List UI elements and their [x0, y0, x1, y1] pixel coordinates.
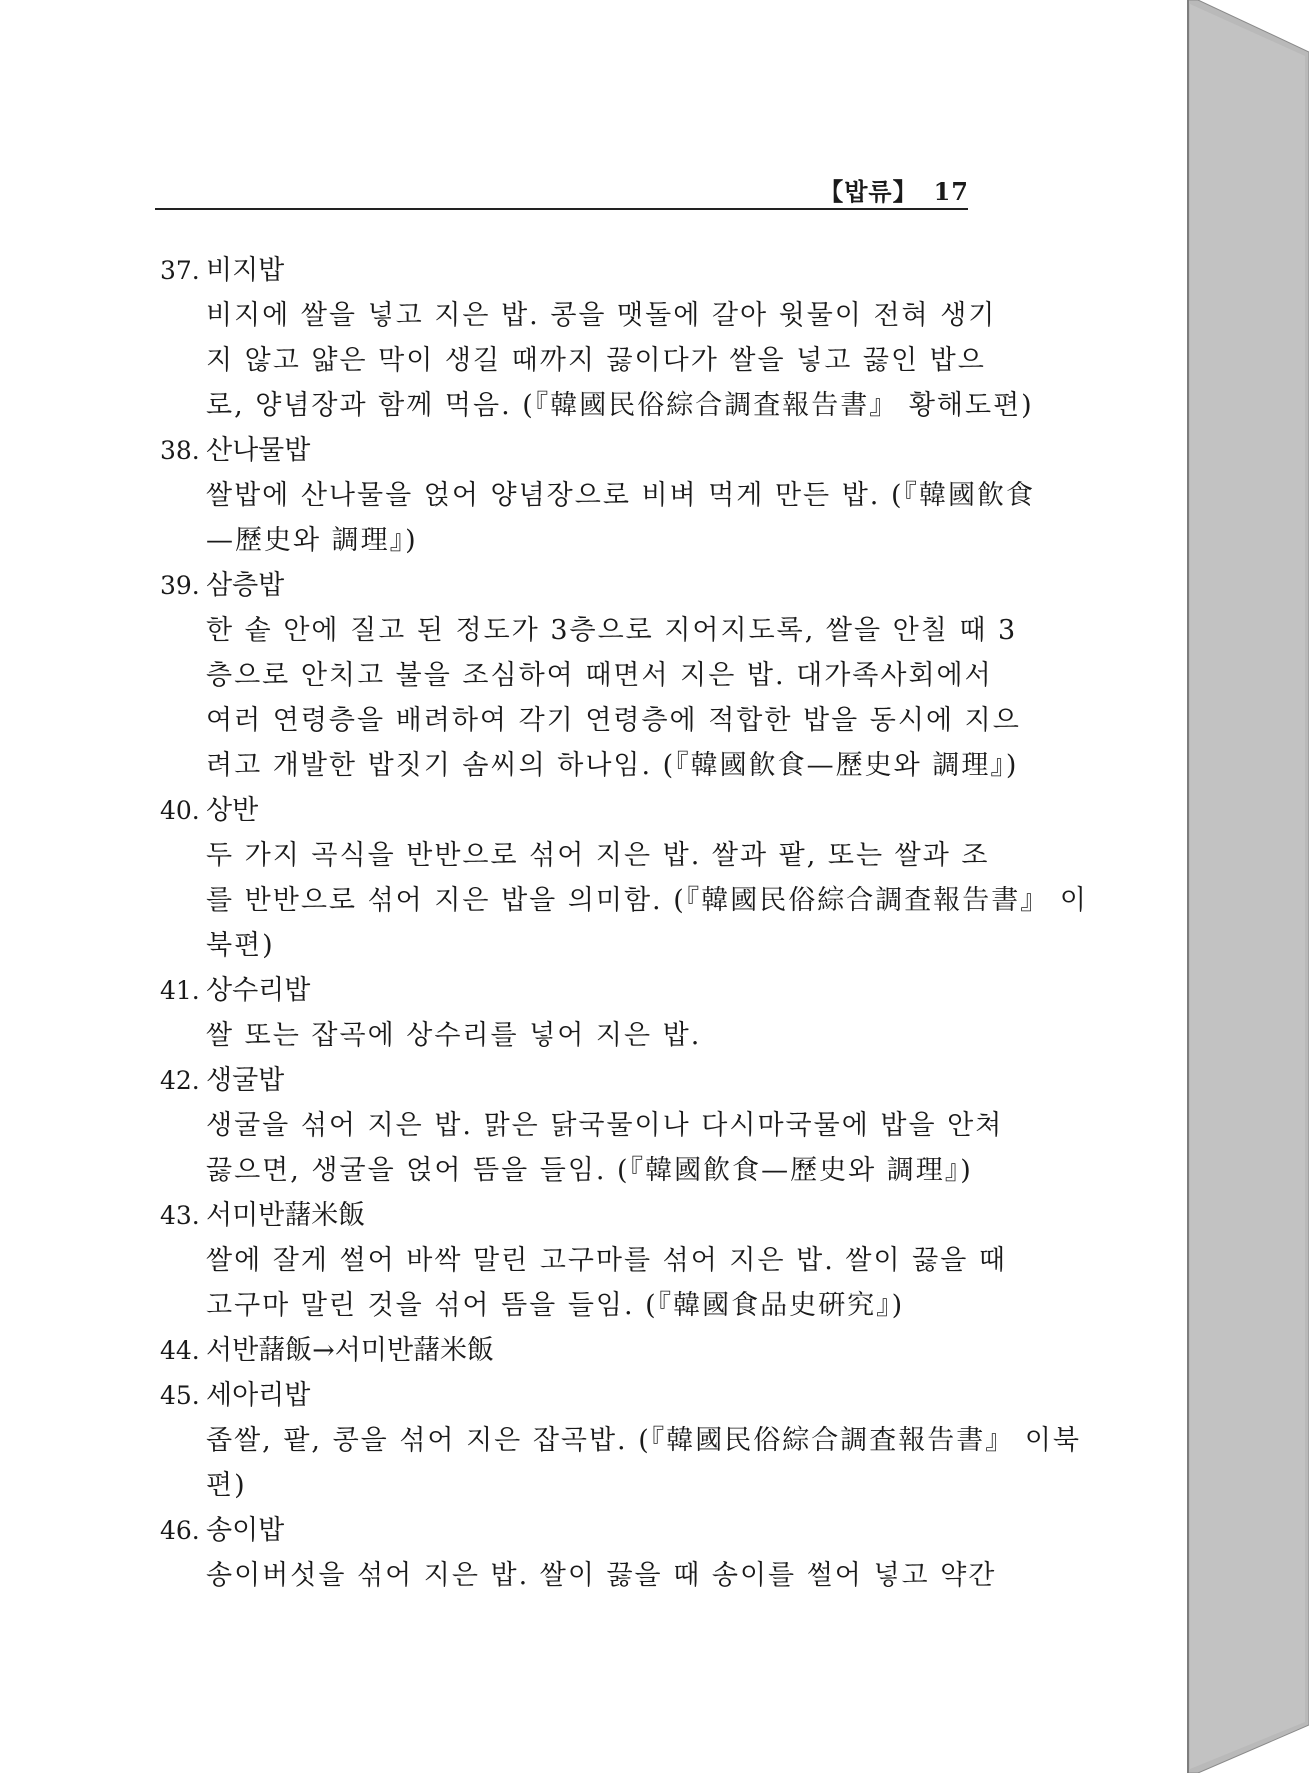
entry-title — [160, 968, 970, 1013]
description-line: 여러 연령층을 배려하여 각기 연령층에 적합한 밥을 동시에 지으 — [206, 705, 1021, 736]
description-line: 쌀 또는 잡곡에 상수리를 넣어 지은 밥. — [206, 1020, 702, 1051]
description-line: 생굴을 섞어 지은 밥. 맑은 닭국물이나 다시마국물에 밥을 안쳐 — [206, 1110, 1004, 1141]
entry-title — [160, 428, 970, 473]
entry-number: 45. — [160, 1381, 200, 1410]
entry — [160, 428, 1035, 563]
entry-heading: 생굴밥 — [206, 1065, 285, 1096]
entry-description — [206, 1103, 1004, 1193]
entry-description — [206, 833, 1088, 968]
entry-heading: 상수리밥 — [206, 975, 311, 1006]
description-line: 송이버섯을 섞어 지은 밥. 쌀이 끓을 때 송이를 썰어 넣고 약간 — [206, 1560, 997, 1591]
entry-description — [206, 1013, 970, 1058]
description-line: 지 않고 얇은 막이 생길 때까지 끓이다가 쌀을 넣고 끓인 밥으 — [206, 345, 986, 376]
running-head — [819, 172, 969, 207]
entry-number: 39. — [160, 571, 200, 600]
description-line: 려고 개발한 밥짓기 솜씨의 하나임. (『韓國飮食—歷史와 調理』) — [206, 750, 1019, 781]
entry-description — [206, 1553, 997, 1598]
entry — [160, 1328, 970, 1373]
entry-title — [160, 788, 970, 833]
section-label: 【밥류】 — [819, 177, 918, 206]
entry-number: 37. — [160, 256, 200, 285]
entry-heading: 상반 — [206, 795, 259, 826]
entry — [160, 1508, 997, 1598]
description-line: 고구마 말린 것을 섞어 뜸을 들임. (『韓國食品史硏究』) — [206, 1290, 905, 1321]
description-line: 쌀밥에 산나물을 얹어 양념장으로 비벼 먹게 만든 밥. (『韓國飮食 — [206, 480, 1035, 511]
description-line: 좁쌀, 팥, 콩을 섞어 지은 잡곡밥. (『韓國民俗綜合調査報告書』 이북 — [206, 1425, 1082, 1456]
entry-title — [160, 1508, 970, 1553]
entry-description — [206, 1418, 1082, 1508]
entry-number: 44. — [160, 1336, 200, 1365]
entry-title — [160, 1328, 970, 1373]
entry-number: 42. — [160, 1066, 200, 1095]
entry — [160, 248, 1034, 428]
entry-title — [160, 1373, 970, 1418]
entry-description — [206, 473, 1035, 563]
entry-title — [160, 563, 970, 608]
entry-title — [160, 1058, 970, 1103]
entry-description — [206, 1238, 1007, 1328]
entry-description — [206, 608, 1021, 788]
description-line: 층으로 안치고 불을 조심하여 때면서 지은 밥. 대가족사회에서 — [206, 660, 993, 691]
entry-heading: 세아리밥 — [206, 1380, 311, 1411]
entry-description — [206, 293, 1034, 428]
entry — [160, 563, 1021, 788]
entry-number: 46. — [160, 1516, 200, 1545]
description-line: 쌀에 잘게 썰어 바싹 말린 고구마를 섞어 지은 밥. 쌀이 끓을 때 — [206, 1245, 1007, 1276]
description-line: 를 반반으로 섞어 지은 밥을 의미함. (『韓國民俗綜合調査報告書』 이 — [206, 885, 1088, 916]
description-line: 비지에 쌀을 넣고 지은 밥. 콩을 맷돌에 갈아 윗물이 전혀 생기 — [206, 300, 997, 331]
entry — [160, 788, 1088, 968]
entry — [160, 1193, 1007, 1328]
entry-heading: 삼층밥 — [206, 570, 285, 601]
entry-title — [160, 1193, 970, 1238]
entry-heading: 산나물밥 — [206, 435, 311, 466]
entry-heading: 서미반藷米飯 — [206, 1200, 366, 1231]
description-line: 한 솥 안에 질고 된 정도가 3층으로 지어지도록, 쌀을 안칠 때 3 — [206, 615, 1018, 646]
entry — [160, 968, 970, 1058]
description-line: —歷史와 調理』) — [206, 525, 418, 556]
entry — [160, 1373, 1082, 1508]
entry-title — [160, 248, 970, 293]
entry-number: 40. — [160, 796, 200, 825]
entry-number: 43. — [160, 1201, 200, 1230]
page-number: 17 — [933, 177, 969, 206]
entry-heading: 비지밥 — [206, 255, 285, 286]
entry-heading: 서반藷飯→서미반藷米飯 — [206, 1335, 495, 1366]
entry-heading: 송이밥 — [206, 1515, 285, 1546]
description-line: 편) — [206, 1470, 247, 1501]
entry — [160, 1058, 1004, 1193]
entries-list — [160, 248, 1088, 1598]
entry-number: 38. — [160, 436, 200, 465]
entry-number: 41. — [160, 976, 200, 1005]
description-line: 두 가지 곡식을 반반으로 섞어 지은 밥. 쌀과 팥, 또는 쌀과 조 — [206, 840, 990, 871]
header-rule — [155, 208, 968, 210]
description-line: 로, 양념장과 함께 먹음. (『韓國民俗綜合調査報告書』 황해도편) — [206, 390, 1034, 421]
description-line: 끓으면, 생굴을 얹어 뜸을 들임. (『韓國飮食—歷史와 調理』) — [206, 1155, 973, 1186]
description-line: 북편) — [206, 930, 275, 961]
